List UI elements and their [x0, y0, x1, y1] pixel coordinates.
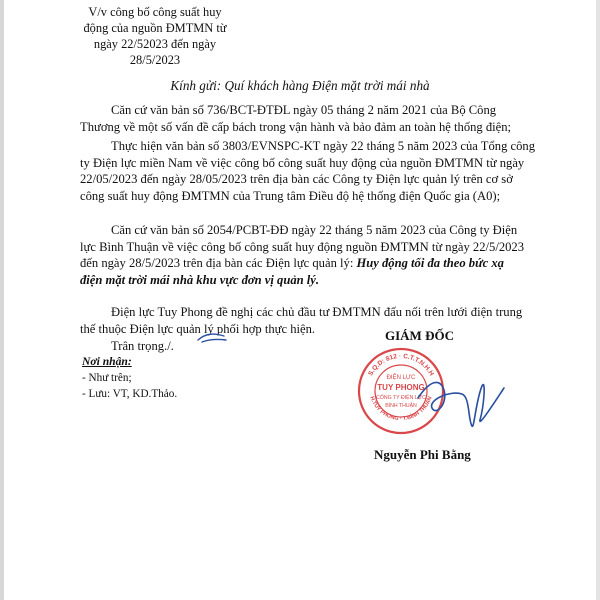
subject-block	[70, 4, 240, 68]
stamp-bottom-text: H.TUY PHONG · T.BÌNH THUẬN	[368, 395, 434, 423]
paragraph-request	[80, 304, 540, 337]
emphasis-text: Huy động tối đa theo bức xạ	[356, 256, 504, 270]
paragraph-implementation	[80, 138, 540, 204]
recipients-block	[82, 354, 177, 402]
initials-signature	[196, 330, 228, 346]
paragraph-line: 22/05/2023 đến ngày 28/05/2023 trên địa bàn các Công ty Điện lực quản lý trên cơ sở	[80, 172, 513, 186]
paragraph-legal-basis-2	[80, 222, 540, 288]
greeting: Kính gửi: Quí khách hàng Điện mặt trời mái nhà	[170, 78, 430, 93]
paragraph-line: Thực hiện văn bản số 3803/EVNSPC-KT ngày 22 tháng 5 năm 2023 của Tổng công	[111, 139, 535, 153]
emphasis-text: điện mặt trời mái nhà khu vực đơn vị quản lý.	[80, 272, 320, 287]
paragraph-line: lực Bình Thuận về việc công bố công suất huy động nguồn ĐMTMN từ ngày 22/5/2023	[80, 239, 525, 254]
paragraph-text: đến ngày 28/5/2023 trên địa bàn các Điện lực quản lý:	[80, 256, 357, 270]
paragraph-legal-basis-1	[80, 102, 540, 135]
subject-line: động của nguồn ĐMTMN từ	[83, 21, 227, 35]
stamp-line: BÌNH THUẬN	[385, 403, 417, 409]
recipient-item: - Như trên;	[82, 372, 132, 384]
stamp-ring-text: S.Q.D: 812 · C.T.T.N.H.H	[367, 352, 435, 378]
paragraph-line	[80, 255, 540, 272]
recipient-item: - Lưu: VT, KD.Thảo.	[82, 388, 178, 400]
signer-title: GIÁM ĐỐC	[385, 328, 454, 343]
paragraph-line: ty Điện lực miền Nam về việc công bố công suất huy động của nguồn ĐMTMN từ ngày	[80, 155, 525, 170]
signer-name: Nguyễn Phi Bằng	[374, 447, 471, 462]
stamp-line: ĐIỆN LỰC	[386, 375, 416, 381]
paragraph-line: Căn cứ văn bản số 736/BCT-ĐTĐL ngày 05 tháng 2 năm 2021 của Bộ Công	[111, 103, 497, 117]
stamp-line: CÔNG TY ĐIỆN LỰC	[376, 395, 426, 401]
stamp-line: TUY PHONG	[377, 383, 425, 392]
handwritten-signature	[410, 360, 510, 440]
recipients-title: Nơi nhận:	[82, 355, 132, 368]
paragraph-line: Căn cứ văn bản số 2054/PCBT-ĐĐ ngày 22 tháng 5 năm 2023 của Công ty Điện	[111, 223, 518, 237]
closing-text: Trân trọng./.	[111, 339, 174, 353]
subject-line: V/v công bố công suất huy	[88, 5, 222, 19]
paragraph-line: thế thuộc Điện lực quản lý phối hợp thực hiện.	[80, 321, 316, 336]
paragraph-line: Điện lực Tuy Phong đề nghị các chủ đầu tư ĐMTMN đấu nối trên lưới điện trung	[111, 305, 523, 319]
paragraph-line: Thương về một số vấn đề cấp bách trong vận hành và bảo đảm an toàn hệ thống điện;	[80, 119, 512, 134]
paragraph-line: công suất huy động ĐMTMN của Trung tâm Điều độ hệ thống điện Quốc gia (A0);	[80, 188, 501, 203]
subject-line: ngày 22/52023 đến ngày	[93, 37, 217, 51]
subject-line: 28/5/2023	[129, 53, 181, 67]
